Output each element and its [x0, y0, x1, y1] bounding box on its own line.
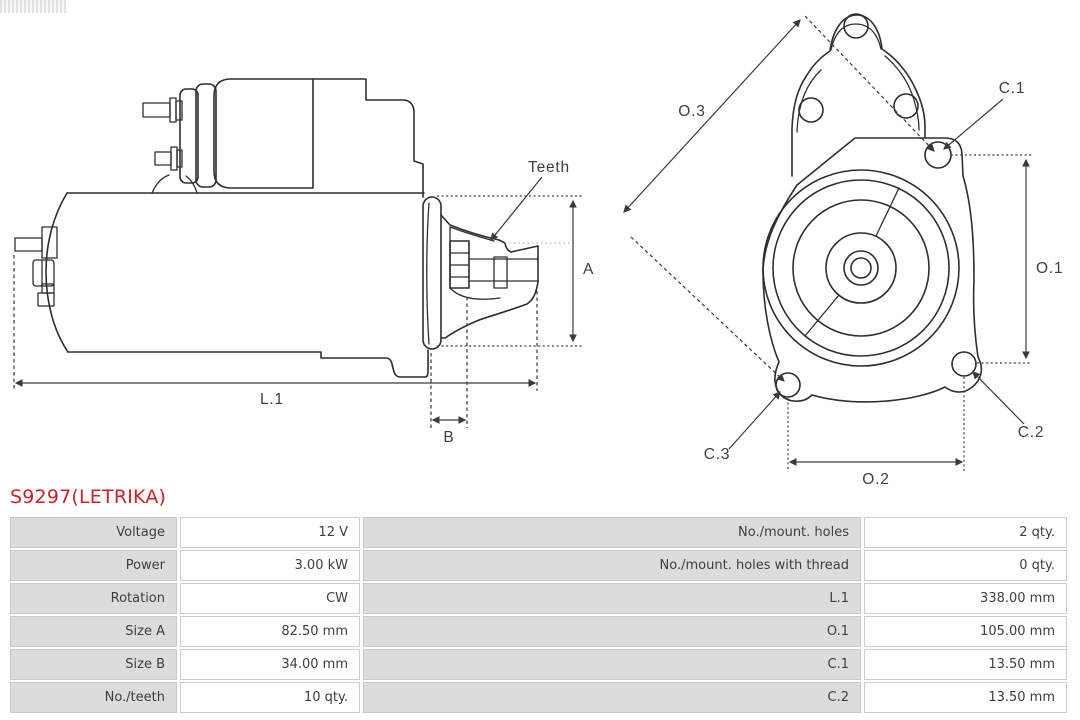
label-dim-b: B — [443, 429, 455, 446]
spec-label-cell: Rotation — [10, 583, 177, 614]
mounting-flange-edge — [423, 197, 441, 349]
label-dim-a: A — [583, 261, 595, 278]
spec-value-cell: 34.00 mm — [180, 649, 360, 680]
label-dim-o1: O.1 — [1036, 260, 1064, 277]
spec-label-cell: C.2 — [363, 682, 861, 713]
spec-label-cell: L.1 — [363, 583, 861, 614]
label-dim-o2: O.2 — [862, 471, 890, 488]
spec-label-cell: Size B — [10, 649, 177, 680]
solenoid-stud-lower — [155, 152, 171, 165]
solenoid-cylinder — [214, 79, 313, 188]
dome-inner-left — [797, 70, 821, 132]
shaft-spline-block — [494, 257, 507, 288]
spec-label-cell: No./teeth — [10, 682, 177, 713]
dimension-annotations-side — [14, 159, 594, 446]
solenoid-nut-upper-2 — [176, 101, 182, 120]
c1-leader-arrow — [944, 99, 1003, 149]
spec-value-cell: 3.00 kW — [180, 550, 360, 581]
dim-o3-arrow — [624, 20, 800, 212]
face-circle-2 — [773, 180, 949, 356]
dimension-annotations-front — [624, 16, 1063, 488]
front-view-drawing — [763, 14, 981, 402]
spec-value-cell: 10 qty. — [180, 682, 360, 713]
spec-value-cell: 338.00 mm — [864, 583, 1067, 614]
spec-label-cell: No./mount. holes — [363, 517, 861, 548]
spec-label-cell: O.1 — [363, 616, 861, 647]
solenoid-stud-upper — [143, 103, 170, 117]
solenoid-nut-lower-1 — [171, 147, 177, 170]
drive-housing-inner-top — [450, 227, 494, 241]
dome-hole-left — [799, 98, 823, 122]
teeth-leader-arrow — [491, 177, 542, 240]
label-teeth: Teeth — [528, 159, 570, 176]
solenoid-nut-upper-1 — [170, 98, 176, 122]
spec-value-cell: CW — [180, 583, 360, 614]
terminal-nut — [33, 260, 54, 286]
spec-value-cell: 12 V — [180, 517, 360, 548]
spec-label-cell: No./mount. holes with thread — [363, 550, 861, 581]
spec-value-cell: 105.00 mm — [864, 616, 1067, 647]
shaft-circle — [844, 251, 878, 285]
spec-label-cell: C.1 — [363, 649, 861, 680]
spec-value-cell: 2 qty. — [864, 517, 1067, 548]
dome-hole-right — [894, 94, 918, 118]
spec-value-cell: 13.50 mm — [864, 649, 1067, 680]
terminal-stud-small — [38, 293, 54, 306]
face-hub-circle — [826, 233, 896, 303]
c2-leader-arrow — [973, 372, 1024, 424]
solenoid-cap-ring-2 — [196, 84, 216, 187]
label-dim-o3: O.3 — [678, 103, 706, 120]
label-dim-c3: C.3 — [703, 446, 731, 463]
side-view-drawing — [15, 79, 538, 377]
motor-body-bottom-edge — [68, 350, 428, 377]
shaft-center-circle — [851, 258, 871, 278]
mount-hole-c2 — [952, 352, 976, 376]
terminal-stud-threaded — [15, 238, 42, 251]
spec-table — [10, 517, 1067, 713]
motor-body-left-face — [46, 193, 68, 352]
mounting-flange-inner — [427, 203, 429, 344]
rear-housing-dome — [792, 15, 925, 176]
spec-label-cell: Voltage — [10, 517, 177, 548]
label-dim-l1: L.1 — [260, 391, 284, 408]
c3-leader-arrow — [729, 392, 780, 449]
drive-housing-inner-bottom — [450, 288, 500, 299]
part-number-title: S9297(LETRIKA) — [10, 486, 167, 508]
axis-dashed-c1 — [805, 16, 934, 151]
spec-label-cell: Size A — [10, 616, 177, 647]
spec-value-cell: 82.50 mm — [180, 616, 360, 647]
spec-value-cell: 0 qty. — [864, 550, 1067, 581]
axis-dashed-c3 — [631, 237, 784, 381]
spec-label-cell: Power — [10, 550, 177, 581]
label-dim-c2: C.2 — [1017, 424, 1045, 441]
terminal-block — [42, 227, 57, 258]
spec-value-cell: 13.50 mm — [864, 682, 1067, 713]
yoke-bracket — [313, 79, 423, 197]
solenoid-support-left — [152, 175, 169, 193]
face-circle-3 — [793, 200, 929, 336]
face-spoke-upper — [876, 188, 899, 236]
label-dim-c1: C.1 — [998, 80, 1026, 97]
dome-inner-top — [831, 24, 881, 50]
